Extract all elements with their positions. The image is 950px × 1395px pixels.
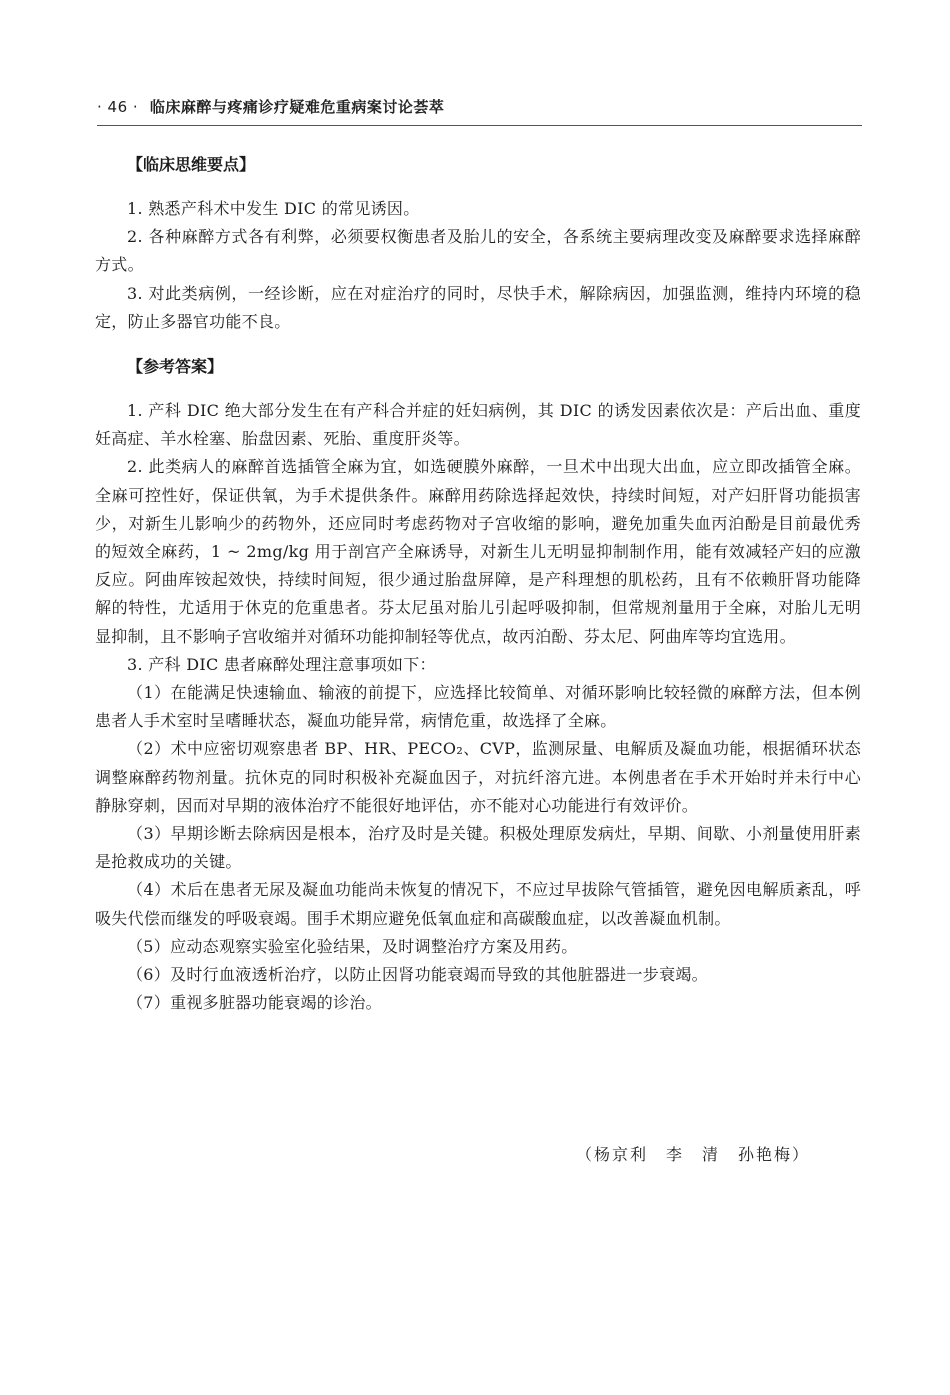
answer-3-item-7: （7）重视多脏器功能衰竭的诊治。	[127, 993, 382, 1013]
answer-1: 1. 产科 DIC 绝大部分发生在有产科合并症的妊妇病例，其 DIC 的诱发因素依次是：产后出血、重度妊高症、羊水栓塞、胎盘因素、死胎、重度肝炎等。	[95, 401, 861, 449]
section-title-clinical-points: 【临床思维要点】	[127, 155, 256, 174]
author-signature: （杨京利 李 清 孙艳梅）	[576, 1145, 811, 1164]
running-header	[97, 96, 862, 117]
page-number: · 46 ·	[97, 98, 139, 116]
answer-2: 2. 此类病人的麻醉首选插管全麻为宜，如选硬膜外麻醉，一旦术中出现大出血，应立即改插管全麻。全麻可控性好，保证供氧，为手术提供条件。麻醉用药除选择起效快，持续时间短，对产妇肝肾功能损害少，对新生儿影响少的药物外，还应同时考虑药物对子宫收缩的影响，避免加重失血丙泊酚是目前最优秀的短效全麻药，1 ~ 2mg/kg 用于剖宫产全麻诱导，对新生儿无明显抑制制作用，能有效减轻产妇的应激反应。阿曲库铵起效快，持续时间短，很少通过胎盘屏障，是产科理想的肌松药，且有不依赖肝肾功能降解的特性，尤适用于休克的危重患者。芬太尼虽对胎儿引起呼吸抑制，但常规剂量用于全麻，对胎儿无明显抑制，且不影响子宫收缩并对循环功能抑制轻等优点，故丙泊酚、芬太尼、阿曲库等均宜选用。	[95, 457, 861, 646]
answer-3-intro: 3. 产科 DIC 患者麻醉处理注意事项如下：	[127, 654, 436, 674]
answer-3-item-3: （3）早期诊断去除病因是根本，治疗及时是关键。积极处理原发病灶，早期、间歇、小剂量使用肝素是抢救成功的关键。	[95, 824, 861, 872]
answer-3-item-5: （5）应动态观察实验室化验结果，及时调整治疗方案及用药。	[127, 936, 578, 956]
answer-3-item-4: （4）术后在患者无尿及凝血功能尚未恢复的情况下，不应过早拔除气管插管，避免因电解质紊乱，呼吸失代偿而继发的呼吸衰竭。围手术期应避免低氧血症和高碳酸血症，以改善凝血机制。	[95, 880, 861, 928]
section-title-reference-answers: 【参考答案】	[127, 357, 224, 377]
answer-3-item-2: （2）术中应密切观察患者 BP、HR、PECO₂、CVP，监测尿量、电解质及凝血功能，根据循环状态调整麻醉药物剂量。抗休克的同时积极补充凝血因子，对抗纤溶亢进。本例患者在手术开始时并未行中心静脉穿刺，因而对早期的液体治疗不能很好地评估，亦不能对心功能进行有效评价。	[95, 739, 861, 815]
header-rule	[97, 125, 862, 126]
answer-3-item-1: （1）在能满足快速输血、输液的前提下，应选择比较简单、对循环影响比较轻微的麻醉方法，但本例患者人手术室时呈嗜睡状态，凝血功能异常，病情危重，故选择了全麻。	[95, 683, 861, 731]
page-body	[95, 152, 861, 1017]
clinical-point-2: 2. 各种麻醉方式各有利弊，必须要权衡患者及胎儿的安全，各系统主要病理改变及麻醉要求选择麻醉方式。	[95, 227, 861, 275]
answer-3-item-6: （6）及时行血液透析治疗，以防止因肾功能衰竭而导致的其他脏器进一步衰竭。	[127, 965, 708, 985]
clinical-point-1: 1. 熟悉产科术中发生 DIC 的常见诱因。	[127, 199, 420, 218]
book-title: 临床麻醉与疼痛诊疗疑难危重病案讨论荟萃	[149, 98, 445, 116]
clinical-point-3: 3. 对此类病例，一经诊断，应在对症治疗的同时，尽快手术，解除病因，加强监测，维持内环境的稳定，防止多器官功能不良。	[95, 283, 861, 331]
